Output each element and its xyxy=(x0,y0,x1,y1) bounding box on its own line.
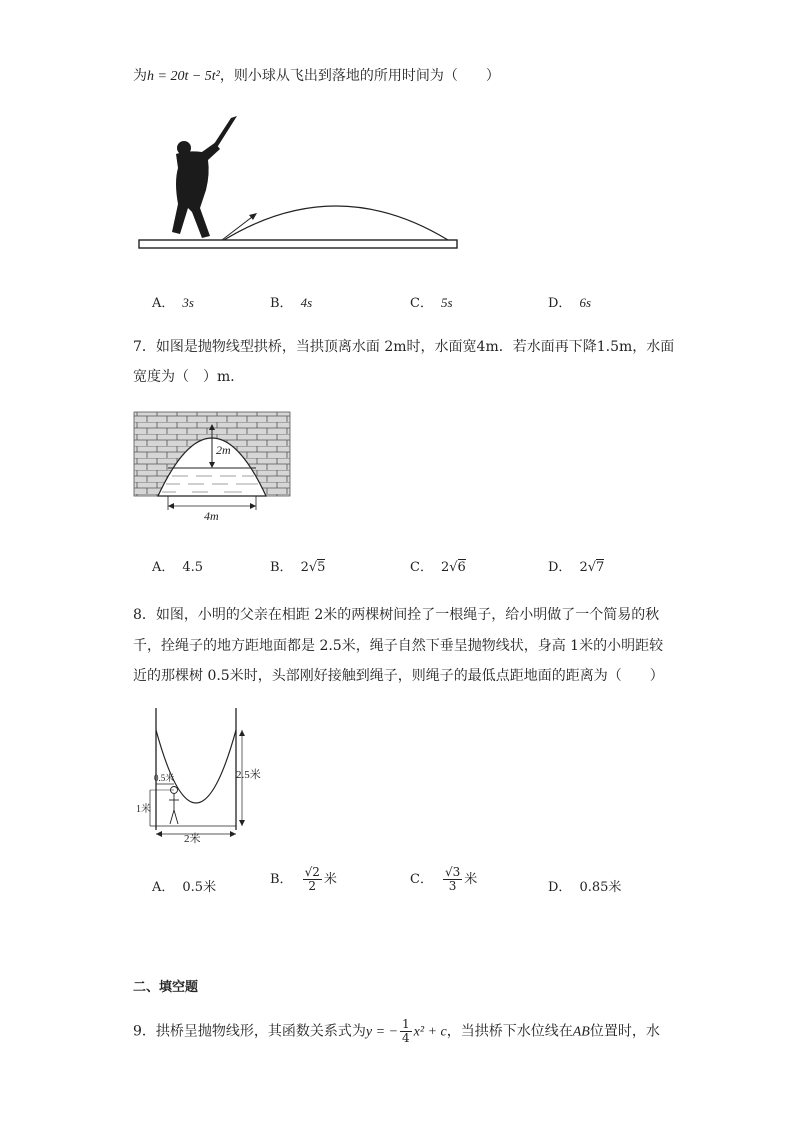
q7-fig-width-label: 4m xyxy=(204,509,219,522)
q7-options xyxy=(152,556,712,580)
q7-figure xyxy=(132,410,294,522)
q8-fig-one-label: 1米 xyxy=(136,804,151,815)
batter-figure xyxy=(172,116,237,238)
q7-stem-line1: 7．如图是抛物线型拱桥，当拱顶离水面 2m时，水面宽4m．若水面再下降1.5m，水面 xyxy=(133,339,675,355)
q6-stem: 为h = 20t − 5t²，则小球从飞出到落地的所用时间为（ ） xyxy=(133,68,500,84)
q7-fig-height-label: 2m xyxy=(216,443,231,457)
rope xyxy=(156,730,236,803)
q8-option-b[interactable]: B． $\frac{√2}{2}$ 米 xyxy=(270,865,337,893)
child-figure xyxy=(169,787,179,825)
q7-option-b[interactable]: B． 2√5 xyxy=(270,560,326,575)
q8-stem-line2: 千，拴绳子的地方距地面都是 2.5米，绳子自然下垂呈抛物线状，身高 1米的小明距较 xyxy=(133,638,664,654)
q6-figure xyxy=(136,112,466,254)
q8-fig-width-label: 2米 xyxy=(184,833,201,845)
ground-board xyxy=(139,240,457,248)
q9-stem: 9．拱桥呈抛物线形，其函数关系式为y = − $\frac{1}{4}$ x² + c，当拱桥下水位线在AB位置时，水 xyxy=(133,1017,660,1045)
q6-option-c[interactable]: C． 5s xyxy=(410,295,453,311)
q8-fig-half-label: 0.5米 xyxy=(154,773,175,783)
q6-option-b[interactable]: B． 4s xyxy=(270,295,313,311)
q8-option-d[interactable]: D． 0.85米 xyxy=(548,880,622,895)
q7-option-c[interactable]: C． 2√6 xyxy=(410,560,466,575)
q8-fig-height-label: 2.5米 xyxy=(236,769,261,781)
q8-stem-line1: 8．如图，小明的父亲在相距 2米的两棵树间拴了一根绳子，给小明做了一个简易的秋 xyxy=(133,607,660,623)
q7-stem-line2: 宽度为（ ）m． xyxy=(133,369,245,385)
q8-option-a[interactable]: A． 0.5米 xyxy=(152,880,217,895)
q6-options xyxy=(152,292,712,316)
q8-stem-line3: 近的那棵树 0.5米时，头部刚好接触到绳子，则绳子的最低点距地面的距离为（ ） xyxy=(133,668,664,684)
q6-option-a[interactable]: A． 3s xyxy=(152,295,194,311)
q6-option-d[interactable]: D． 6s xyxy=(548,295,591,311)
launch-arrow xyxy=(222,214,256,240)
q7-option-d[interactable]: D． 2√7 xyxy=(548,560,605,575)
ball-trajectory xyxy=(224,206,448,240)
section-title: 二、填空题 xyxy=(133,980,199,995)
q8-options xyxy=(152,865,712,896)
q8-figure xyxy=(136,706,276,848)
q6-formula: h = 20t − 5t² xyxy=(147,69,220,84)
q8-option-c[interactable]: C． $\frac{√3}{3}$ 米 xyxy=(410,865,478,893)
q7-option-a[interactable]: A． 4.5 xyxy=(152,560,204,575)
